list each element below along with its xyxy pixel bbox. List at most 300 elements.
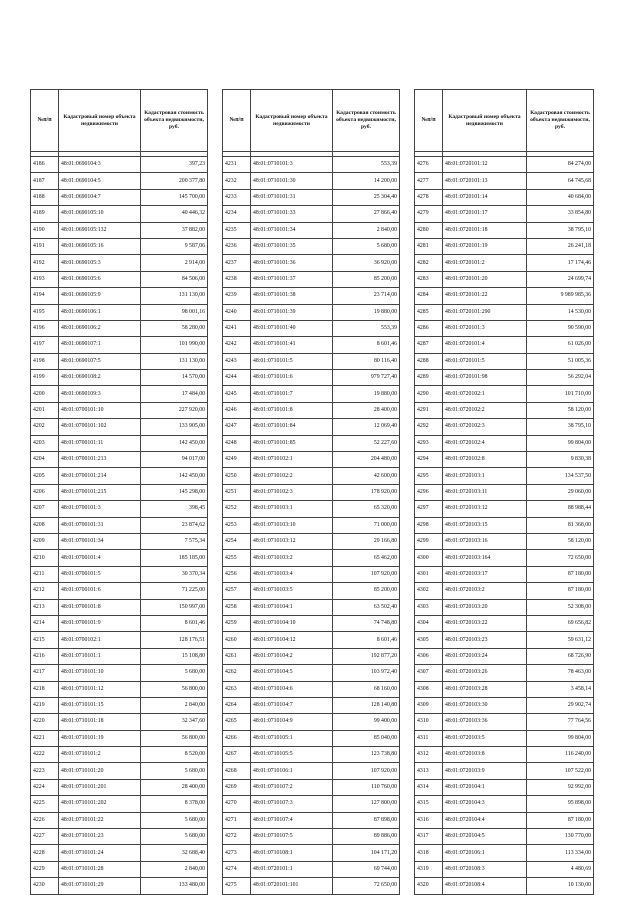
cadastral-number: 48:01:0710107:4 bbox=[251, 812, 333, 828]
cadastral-value: 52 308,00 bbox=[527, 599, 594, 615]
cadastral-number: 48:01:0720101:290 bbox=[443, 304, 527, 320]
table-row bbox=[31, 812, 208, 828]
row-number: 4239 bbox=[223, 288, 251, 304]
cadastral-number: 48:01:0720101:3 bbox=[443, 320, 527, 336]
table-row bbox=[223, 845, 400, 861]
row-number: 4287 bbox=[415, 337, 443, 353]
cadastral-value: 58 120,00 bbox=[527, 533, 594, 549]
cadastral-number: 48:01:0720101:20 bbox=[443, 271, 527, 287]
table-row bbox=[223, 452, 400, 468]
table-row bbox=[223, 615, 400, 631]
cadastral-number: 48:01:0720108:3 bbox=[443, 861, 527, 877]
table-row bbox=[223, 484, 400, 500]
cadastral-number: 48:01:0700101:213 bbox=[59, 452, 141, 468]
table-row bbox=[223, 222, 400, 238]
row-number: 4284 bbox=[415, 288, 443, 304]
cadastral-value: 10 130,00 bbox=[527, 878, 594, 894]
row-number: 4192 bbox=[31, 255, 59, 271]
row-number: 4259 bbox=[223, 615, 251, 631]
row-number: 4260 bbox=[223, 632, 251, 648]
header-cadastral: Кадастровый номер объекта недвижимости bbox=[59, 90, 141, 152]
cadastral-number: 48:01:0720103:15 bbox=[443, 517, 527, 533]
table-row bbox=[31, 468, 208, 484]
table-row bbox=[415, 829, 594, 845]
cadastral-value: 145 298,00 bbox=[141, 484, 208, 500]
cadastral-number: 48:01:0710103:5 bbox=[251, 583, 333, 599]
table-row bbox=[415, 861, 594, 877]
header-value: Кадастровая стоимость объекта недвижимости, руб. bbox=[333, 90, 400, 152]
table-row bbox=[223, 271, 400, 287]
table-row bbox=[223, 730, 400, 746]
table-row bbox=[31, 238, 208, 254]
row-number: 4190 bbox=[31, 222, 59, 238]
cadastral-number: 48:01:0710101:10 bbox=[59, 665, 141, 681]
row-number: 4214 bbox=[31, 615, 59, 631]
cadastral-number: 48:01:0690105:6 bbox=[59, 271, 141, 287]
cadastral-number: 48:01:0720103:22 bbox=[443, 615, 527, 631]
header-row bbox=[223, 90, 400, 152]
cadastral-number: 48:01:0720104:5 bbox=[443, 829, 527, 845]
table-row bbox=[31, 566, 208, 582]
cadastral-number: 48:01:0710101:85 bbox=[251, 435, 333, 451]
cadastral-value: 88 988,44 bbox=[527, 501, 594, 517]
row-number: 4298 bbox=[415, 517, 443, 533]
cadastral-number: 48:01:0710101:1 bbox=[59, 648, 141, 664]
row-number: 4232 bbox=[223, 173, 251, 189]
cadastral-value: 101 710,00 bbox=[527, 386, 594, 402]
row-number: 4300 bbox=[415, 550, 443, 566]
row-number: 4320 bbox=[415, 878, 443, 894]
table-body bbox=[415, 157, 594, 895]
table-row bbox=[415, 288, 594, 304]
row-number: 4238 bbox=[223, 271, 251, 287]
cadastral-number: 48:01:0690105:132 bbox=[59, 222, 141, 238]
cadastral-value: 38 795,10 bbox=[527, 222, 594, 238]
table-row bbox=[223, 550, 400, 566]
cadastral-value: 71 225,00 bbox=[141, 583, 208, 599]
table-row bbox=[415, 599, 594, 615]
row-number: 4187 bbox=[31, 173, 59, 189]
row-number: 4229 bbox=[31, 861, 59, 877]
row-number: 4292 bbox=[415, 419, 443, 435]
cadastral-value: 32 688,40 bbox=[141, 845, 208, 861]
table-row bbox=[415, 402, 594, 418]
table-row bbox=[415, 878, 594, 894]
row-number: 4209 bbox=[31, 533, 59, 549]
row-number: 4197 bbox=[31, 337, 59, 353]
table-row bbox=[223, 517, 400, 533]
table-row bbox=[223, 878, 400, 894]
row-number: 4236 bbox=[223, 238, 251, 254]
row-number: 4248 bbox=[223, 435, 251, 451]
cadastral-value: 28 400,00 bbox=[141, 779, 208, 795]
table-row bbox=[415, 632, 594, 648]
cadastral-number: 48:01:0720103:5 bbox=[443, 730, 527, 746]
cadastral-number: 48:01:0720104:3 bbox=[443, 796, 527, 812]
cadastral-number: 48:01:0710101:22 bbox=[59, 812, 141, 828]
row-number: 4224 bbox=[31, 779, 59, 795]
cadastral-value: 107 522,00 bbox=[527, 763, 594, 779]
row-number: 4201 bbox=[31, 402, 59, 418]
row-number: 4194 bbox=[31, 288, 59, 304]
table-row bbox=[31, 779, 208, 795]
row-number: 4273 bbox=[223, 845, 251, 861]
row-number: 4237 bbox=[223, 255, 251, 271]
cadastral-number: 48:01:0720101:18 bbox=[443, 222, 527, 238]
row-number: 4228 bbox=[31, 845, 59, 861]
table-row bbox=[415, 501, 594, 517]
table-row bbox=[415, 714, 594, 730]
cadastral-number: 48:01:0710104:10 bbox=[251, 615, 333, 631]
row-number: 4247 bbox=[223, 419, 251, 435]
table-middle bbox=[222, 89, 400, 895]
cadastral-number: 48:01:0720103:30 bbox=[443, 697, 527, 713]
table-row bbox=[223, 665, 400, 681]
cadastral-value: 85 040,00 bbox=[333, 730, 400, 746]
cadastral-number: 48:01:0710102:3 bbox=[251, 484, 333, 500]
cadastral-value: 26 241,18 bbox=[527, 238, 594, 254]
cadastral-value: 77 764,56 bbox=[527, 714, 594, 730]
table-row bbox=[223, 370, 400, 386]
cadastral-value: 130 770,00 bbox=[527, 829, 594, 845]
cadastral-number: 48:01:0710105:1 bbox=[251, 730, 333, 746]
cadastral-number: 48:01:0710108:1 bbox=[251, 845, 333, 861]
header-num: №п/п bbox=[31, 90, 59, 152]
cadastral-value: 127 800,00 bbox=[333, 796, 400, 812]
row-number: 4278 bbox=[415, 189, 443, 205]
cadastral-value: 14 530,00 bbox=[527, 304, 594, 320]
table-row bbox=[31, 435, 208, 451]
table-row bbox=[31, 320, 208, 336]
cadastral-value: 87 180,00 bbox=[527, 583, 594, 599]
cadastral-number: 48:01:0720108:4 bbox=[443, 878, 527, 894]
cadastral-number: 48:01:0700101:31 bbox=[59, 517, 141, 533]
cadastral-number: 48:01:0720102:8 bbox=[443, 452, 527, 468]
cadastral-value: 78 463,00 bbox=[527, 665, 594, 681]
cadastral-value: 553,39 bbox=[333, 320, 400, 336]
row-number: 4223 bbox=[31, 763, 59, 779]
cadastral-value: 5 680,00 bbox=[141, 763, 208, 779]
row-number: 4289 bbox=[415, 370, 443, 386]
cadastral-number: 48:01:0720104:4 bbox=[443, 812, 527, 828]
table-row bbox=[31, 845, 208, 861]
row-number: 4242 bbox=[223, 337, 251, 353]
row-number: 4246 bbox=[223, 402, 251, 418]
row-number: 4251 bbox=[223, 484, 251, 500]
cadastral-number: 48:01:0710102:2 bbox=[251, 468, 333, 484]
row-number: 4312 bbox=[415, 747, 443, 763]
cadastral-value: 131 130,00 bbox=[141, 353, 208, 369]
cadastral-value: 29 166,80 bbox=[333, 533, 400, 549]
cadastral-value: 81 368,00 bbox=[527, 517, 594, 533]
table-row bbox=[31, 796, 208, 812]
row-number: 4280 bbox=[415, 222, 443, 238]
row-number: 4235 bbox=[223, 222, 251, 238]
cadastral-value: 5 680,00 bbox=[141, 812, 208, 828]
table-row bbox=[223, 206, 400, 222]
row-number: 4211 bbox=[31, 566, 59, 582]
table-row bbox=[31, 665, 208, 681]
row-number: 4263 bbox=[223, 681, 251, 697]
table-row bbox=[223, 779, 400, 795]
table-row bbox=[415, 206, 594, 222]
cadastral-number: 48:01:0690105:10 bbox=[59, 206, 141, 222]
table-row bbox=[415, 779, 594, 795]
cadastral-number: 48:01:0710103:10 bbox=[251, 517, 333, 533]
row-number: 4272 bbox=[223, 829, 251, 845]
cadastral-number: 48:01:0690105:3 bbox=[59, 255, 141, 271]
table-row bbox=[415, 189, 594, 205]
cadastral-value: 87 898,00 bbox=[333, 812, 400, 828]
cadastral-number: 48:01:0690105:9 bbox=[59, 288, 141, 304]
cadastral-value: 131 130,00 bbox=[141, 288, 208, 304]
cadastral-value: 99 804,00 bbox=[527, 435, 594, 451]
cadastral-value: 200 377,80 bbox=[141, 173, 208, 189]
cadastral-number: 48:01:0710101:18 bbox=[59, 714, 141, 730]
row-number: 4286 bbox=[415, 320, 443, 336]
table-row bbox=[223, 402, 400, 418]
cadastral-value: 204 480,00 bbox=[333, 452, 400, 468]
table-row bbox=[415, 468, 594, 484]
table-row bbox=[223, 763, 400, 779]
table-row bbox=[415, 550, 594, 566]
cadastral-value: 27 866,40 bbox=[333, 206, 400, 222]
cadastral-value: 23 874,62 bbox=[141, 517, 208, 533]
cadastral-value: 87 180,00 bbox=[527, 566, 594, 582]
header-cadastral: Кадастровый номер объекта недвижимости bbox=[443, 90, 527, 152]
table-row bbox=[31, 484, 208, 500]
cadastral-value: 85 200,00 bbox=[333, 271, 400, 287]
table-row bbox=[223, 632, 400, 648]
table-row bbox=[223, 288, 400, 304]
cadastral-number: 48:01:0720103:11 bbox=[443, 484, 527, 500]
table-body bbox=[223, 157, 400, 895]
cadastral-number: 48:01:0720103:28 bbox=[443, 681, 527, 697]
row-number: 4241 bbox=[223, 320, 251, 336]
table-row bbox=[223, 468, 400, 484]
row-number: 4198 bbox=[31, 353, 59, 369]
cadastral-number: 48:01:0690107:1 bbox=[59, 337, 141, 353]
cadastral-value: 8 378,00 bbox=[141, 796, 208, 812]
row-number: 4231 bbox=[223, 157, 251, 173]
cadastral-value: 69 656,82 bbox=[527, 615, 594, 631]
table-left bbox=[30, 89, 208, 895]
row-number: 4254 bbox=[223, 533, 251, 549]
table-row bbox=[415, 255, 594, 271]
table-row bbox=[415, 370, 594, 386]
table-row bbox=[223, 714, 400, 730]
cadastral-number: 48:01:0690104:5 bbox=[59, 173, 141, 189]
cadastral-number: 48:01:0690106:2 bbox=[59, 320, 141, 336]
row-number: 4217 bbox=[31, 665, 59, 681]
cadastral-number: 48:01:0720101:101 bbox=[251, 878, 333, 894]
row-number: 4311 bbox=[415, 730, 443, 746]
cadastral-number: 48:01:0710101:24 bbox=[59, 845, 141, 861]
cadastral-number: 48:01:0720104:1 bbox=[443, 779, 527, 795]
cadastral-value: 5 680,00 bbox=[141, 665, 208, 681]
table-row bbox=[31, 829, 208, 845]
row-number: 4216 bbox=[31, 648, 59, 664]
cadastral-number: 48:01:0720103:36 bbox=[443, 714, 527, 730]
cadastral-number: 48:01:0700101:4 bbox=[59, 550, 141, 566]
cadastral-number: 48:01:0710107:2 bbox=[251, 779, 333, 795]
cadastral-value: 94 017,00 bbox=[141, 452, 208, 468]
row-number: 4222 bbox=[31, 747, 59, 763]
row-number: 4191 bbox=[31, 238, 59, 254]
cadastral-value: 33 854,80 bbox=[527, 206, 594, 222]
row-number: 4305 bbox=[415, 632, 443, 648]
cadastral-number: 48:01:0710107:3 bbox=[251, 796, 333, 812]
row-number: 4196 bbox=[31, 320, 59, 336]
row-number: 4205 bbox=[31, 468, 59, 484]
row-number: 4270 bbox=[223, 796, 251, 812]
cadastral-number: 48:01:0720101:5 bbox=[443, 353, 527, 369]
row-number: 4285 bbox=[415, 304, 443, 320]
cadastral-number: 48:01:0710101:29 bbox=[59, 878, 141, 894]
table-row bbox=[223, 681, 400, 697]
table-row bbox=[415, 304, 594, 320]
table-row bbox=[31, 206, 208, 222]
cadastral-value: 72 650,00 bbox=[527, 550, 594, 566]
table-row bbox=[415, 845, 594, 861]
cadastral-value: 104 171,20 bbox=[333, 845, 400, 861]
cadastral-number: 48:01:0720103:1 bbox=[443, 468, 527, 484]
table-row bbox=[31, 747, 208, 763]
cadastral-number: 48:01:0710101:3 bbox=[251, 157, 333, 173]
row-number: 4301 bbox=[415, 566, 443, 582]
cadastral-number: 48:01:0710101:33 bbox=[251, 206, 333, 222]
table-row bbox=[415, 452, 594, 468]
header-num: №п/п bbox=[223, 90, 251, 152]
cadastral-number: 48:01:0720103:12 bbox=[443, 501, 527, 517]
table-row bbox=[415, 271, 594, 287]
row-number: 4258 bbox=[223, 599, 251, 615]
row-number: 4271 bbox=[223, 812, 251, 828]
row-number: 4317 bbox=[415, 829, 443, 845]
cadastral-number: 48:01:0720102:1 bbox=[443, 386, 527, 402]
row-number: 4279 bbox=[415, 206, 443, 222]
cadastral-number: 48:01:0720103:16 bbox=[443, 533, 527, 549]
table-row bbox=[223, 419, 400, 435]
cadastral-value: 5 680,00 bbox=[333, 238, 400, 254]
table-row bbox=[223, 812, 400, 828]
row-number: 4255 bbox=[223, 550, 251, 566]
row-number: 4220 bbox=[31, 714, 59, 730]
cadastral-value: 69 744,00 bbox=[333, 861, 400, 877]
table-row bbox=[31, 714, 208, 730]
cadastral-number: 48:01:0710101:37 bbox=[251, 271, 333, 287]
cadastral-number: 48:01:0720101:13 bbox=[443, 173, 527, 189]
row-number: 4299 bbox=[415, 533, 443, 549]
table-row bbox=[223, 648, 400, 664]
cadastral-value: 40 684,00 bbox=[527, 189, 594, 205]
cadastral-number: 48:01:0710101:12 bbox=[59, 681, 141, 697]
cadastral-number: 48:01:0700101:102 bbox=[59, 419, 141, 435]
table-row bbox=[415, 173, 594, 189]
row-number: 4303 bbox=[415, 599, 443, 615]
row-number: 4313 bbox=[415, 763, 443, 779]
row-number: 4268 bbox=[223, 763, 251, 779]
row-number: 4318 bbox=[415, 845, 443, 861]
row-number: 4319 bbox=[415, 861, 443, 877]
row-number: 4297 bbox=[415, 501, 443, 517]
cadastral-value: 133 905,00 bbox=[141, 419, 208, 435]
cadastral-number: 48:01:0710101:28 bbox=[59, 861, 141, 877]
cadastral-value: 17 484,00 bbox=[141, 386, 208, 402]
row-number: 4257 bbox=[223, 583, 251, 599]
cadastral-value: 9 989 985,36 bbox=[527, 288, 594, 304]
header-row bbox=[31, 90, 208, 152]
cadastral-value: 3 458,14 bbox=[527, 681, 594, 697]
row-number: 4218 bbox=[31, 681, 59, 697]
row-number: 4204 bbox=[31, 452, 59, 468]
row-number: 4314 bbox=[415, 779, 443, 795]
cadastral-value: 56 292,04 bbox=[527, 370, 594, 386]
table-row bbox=[223, 533, 400, 549]
cadastral-number: 48:01:0710101:41 bbox=[251, 337, 333, 353]
row-number: 4266 bbox=[223, 730, 251, 746]
cadastral-value: 4 480,69 bbox=[527, 861, 594, 877]
row-number: 4282 bbox=[415, 255, 443, 271]
table-row bbox=[415, 386, 594, 402]
table-row bbox=[415, 337, 594, 353]
cadastral-number: 48:01:0710104:1 bbox=[251, 599, 333, 615]
cadastral-value: 227 920,00 bbox=[141, 402, 208, 418]
cadastral-value: 17 174,46 bbox=[527, 255, 594, 271]
cadastral-number: 48:01:0710101:38 bbox=[251, 288, 333, 304]
table-row bbox=[223, 501, 400, 517]
cadastral-value: 150 997,00 bbox=[141, 599, 208, 615]
row-number: 4230 bbox=[31, 878, 59, 894]
table-row bbox=[415, 796, 594, 812]
row-number: 4208 bbox=[31, 517, 59, 533]
row-number: 4186 bbox=[31, 157, 59, 173]
cadastral-number: 48:01:0720106:1 bbox=[443, 845, 527, 861]
row-number: 4307 bbox=[415, 665, 443, 681]
cadastral-number: 48:01:0710103:1 bbox=[251, 501, 333, 517]
cadastral-number: 48:01:0700101:34 bbox=[59, 533, 141, 549]
row-number: 4265 bbox=[223, 714, 251, 730]
cadastral-value: 99 400,00 bbox=[333, 714, 400, 730]
cadastral-value: 63 502,40 bbox=[333, 599, 400, 615]
table-row bbox=[415, 533, 594, 549]
cadastral-number: 48:01:0710103:2 bbox=[251, 550, 333, 566]
table-row bbox=[223, 304, 400, 320]
cadastral-number: 48:01:0690108:2 bbox=[59, 370, 141, 386]
cadastral-number: 48:01:0700101:11 bbox=[59, 435, 141, 451]
row-number: 4252 bbox=[223, 501, 251, 517]
cadastral-value: 56 800,00 bbox=[141, 730, 208, 746]
cadastral-number: 48:01:0700101:5 bbox=[59, 566, 141, 582]
table-row bbox=[415, 648, 594, 664]
row-number: 4309 bbox=[415, 697, 443, 713]
cadastral-value: 19 880,00 bbox=[333, 386, 400, 402]
table-row bbox=[223, 861, 400, 877]
row-number: 4261 bbox=[223, 648, 251, 664]
cadastral-value: 9 587,06 bbox=[141, 238, 208, 254]
table-row bbox=[31, 173, 208, 189]
row-number: 4202 bbox=[31, 419, 59, 435]
cadastral-value: 61 026,00 bbox=[527, 337, 594, 353]
table-row bbox=[223, 747, 400, 763]
table-row bbox=[415, 697, 594, 713]
cadastral-number: 48:01:0710104:6 bbox=[251, 681, 333, 697]
row-number: 4316 bbox=[415, 812, 443, 828]
cadastral-number: 48:01:0710101:31 bbox=[251, 189, 333, 205]
cadastral-value: 72 650,00 bbox=[333, 878, 400, 894]
cadastral-number: 48:01:0710101:19 bbox=[59, 730, 141, 746]
cadastral-value: 25 304,40 bbox=[333, 189, 400, 205]
